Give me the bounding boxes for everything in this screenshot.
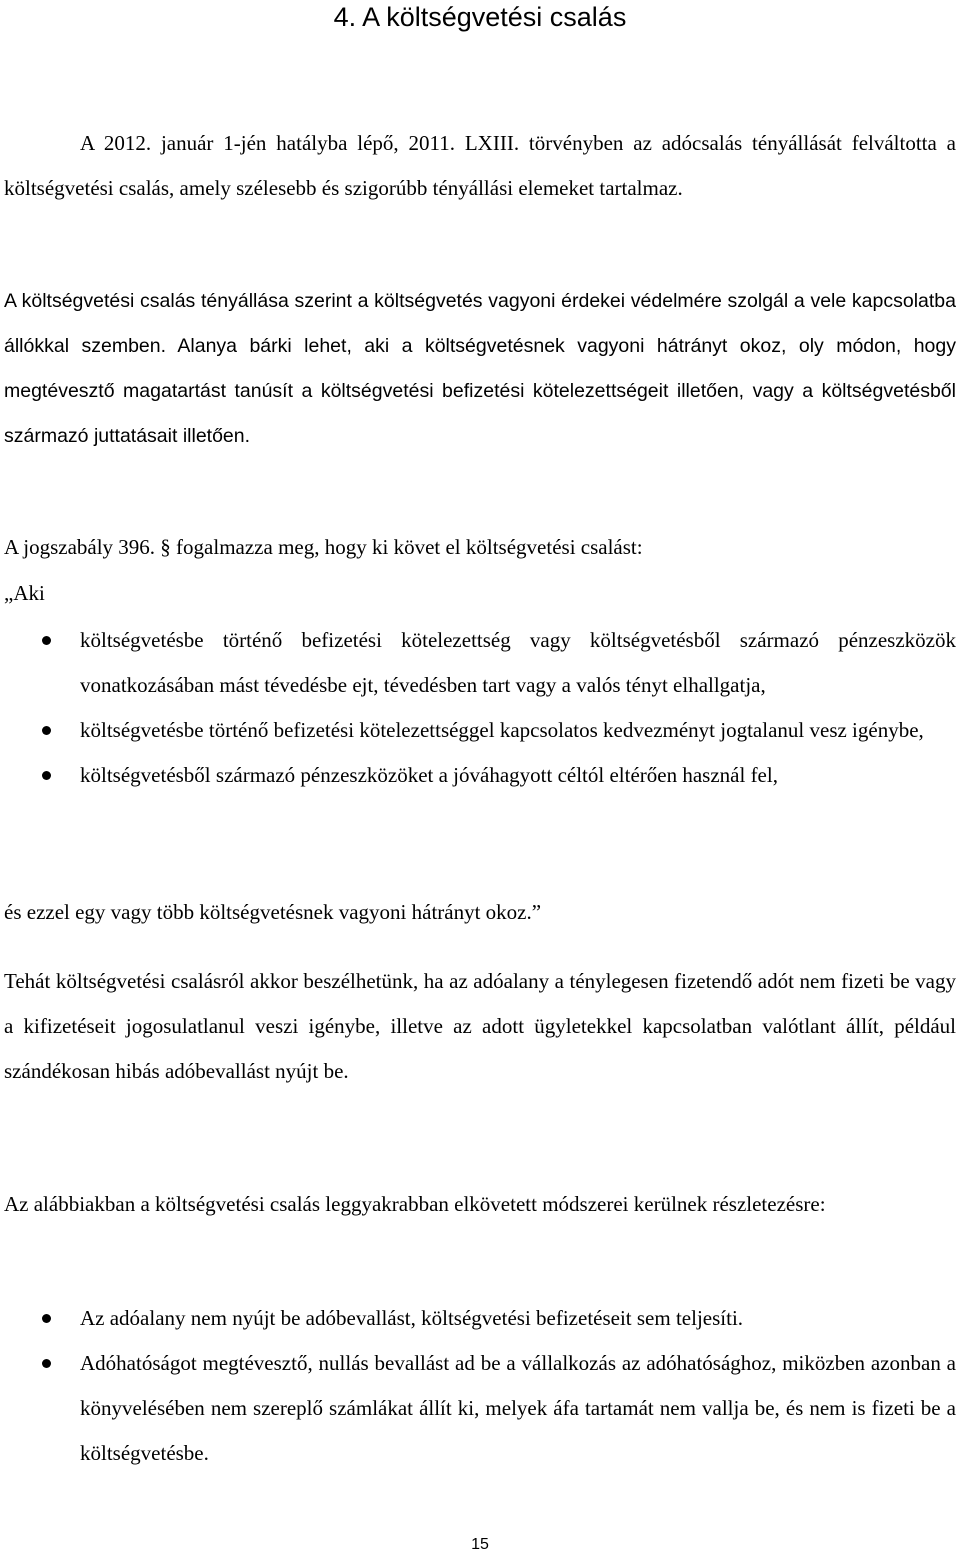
law-item-text: költségvetésbe történő befizetési kötelezettség vagy költségvetésből származó pénzeszközök vonatkozásában mást tévedésbe ejt, tévedésben tart vagy a valós tényt elhallgatja, — [80, 628, 956, 697]
law-item-text: költségvetésből származó pénzeszközöket a jóváhagyott céltól eltérően használ fel, — [80, 763, 778, 787]
intro-paragraph: A 2012. január 1-jén hatályba lépő, 2011. LXIII. törvényben az adócsalás tényállását felváltotta a költségvetési csalás, amely szélesebb és szigorúbb tényállási elemeket tartalmaz. — [4, 131, 956, 200]
methods-list — [4, 1296, 956, 1476]
definition-paragraph: A költségvetési csalás tényállása szerint a költségvetés vagyoni érdekei védelmére szolgál a vele kapcsolatba állókkal szemben. Alanya bárki lehet, aki a költségvetésnek vagyoni hátrányt okoz, oly módon, hogy megtévesztő magatartást tanúsít a költségvetési befizetési kötelezettségeit illetően, vagy a költségvetésből származó juttatásait illetően. — [4, 290, 956, 447]
law-item-list — [4, 618, 956, 798]
summary-paragraph: Tehát költségvetési csalásról akkor beszélhetünk, ha az adóalany a ténylegesen fizetendő adót nem fizeti be vagy a kifizetéseit jogosulatlanul veszi igénybe, illetve az adott ügyletekkel kapcsolatban valótlant állít, például szándékosan hibás adóbevallást nyújt be. — [4, 969, 956, 1083]
law-item-text: költségvetésbe történő befizetési kötelezettséggel kapcsolatos kedvezményt jogtalanul vesz igénybe, — [80, 718, 924, 742]
bullet-icon — [42, 1359, 51, 1368]
list-item — [4, 753, 956, 798]
law-tail: és ezzel egy vagy több költségvetésnek vagyoni hátrányt okoz.” — [4, 900, 542, 924]
bullet-icon — [42, 726, 51, 735]
bullet-icon — [42, 771, 51, 780]
method-text: Az adóalany nem nyújt be adóbevallást, költségvetési befizetéseit sem teljesíti. — [80, 1306, 744, 1330]
list-item — [4, 708, 956, 753]
method-text: Adóhatóságot megtévesztő, nullás bevallást ad be a vállalkozás az adóhatósághoz, miközben azonban a könyvelésében nem szereplő számlákat állít ki, melyek áfa tartamát nem vallja be, és nem is fizeti be a költségvetésbe. — [80, 1351, 956, 1465]
chapter-title: 4. A költségvetési csalás — [333, 2, 627, 32]
list-item — [4, 1296, 956, 1341]
list-item — [4, 618, 956, 708]
list-item — [4, 1341, 956, 1476]
methods-intro-paragraph: Az alábbiakban a költségvetési csalás leggyakrabban elkövetett módszerei kerülnek részletezésre: — [4, 1192, 826, 1216]
quote-open: „Aki — [4, 581, 45, 605]
page-number: 15 — [471, 1536, 489, 1553]
bullet-icon — [42, 636, 51, 645]
bullet-icon — [42, 1314, 51, 1323]
law-intro-paragraph: A jogszabály 396. § fogalmazza meg, hogy ki követ el költségvetési csalást: — [4, 535, 643, 559]
